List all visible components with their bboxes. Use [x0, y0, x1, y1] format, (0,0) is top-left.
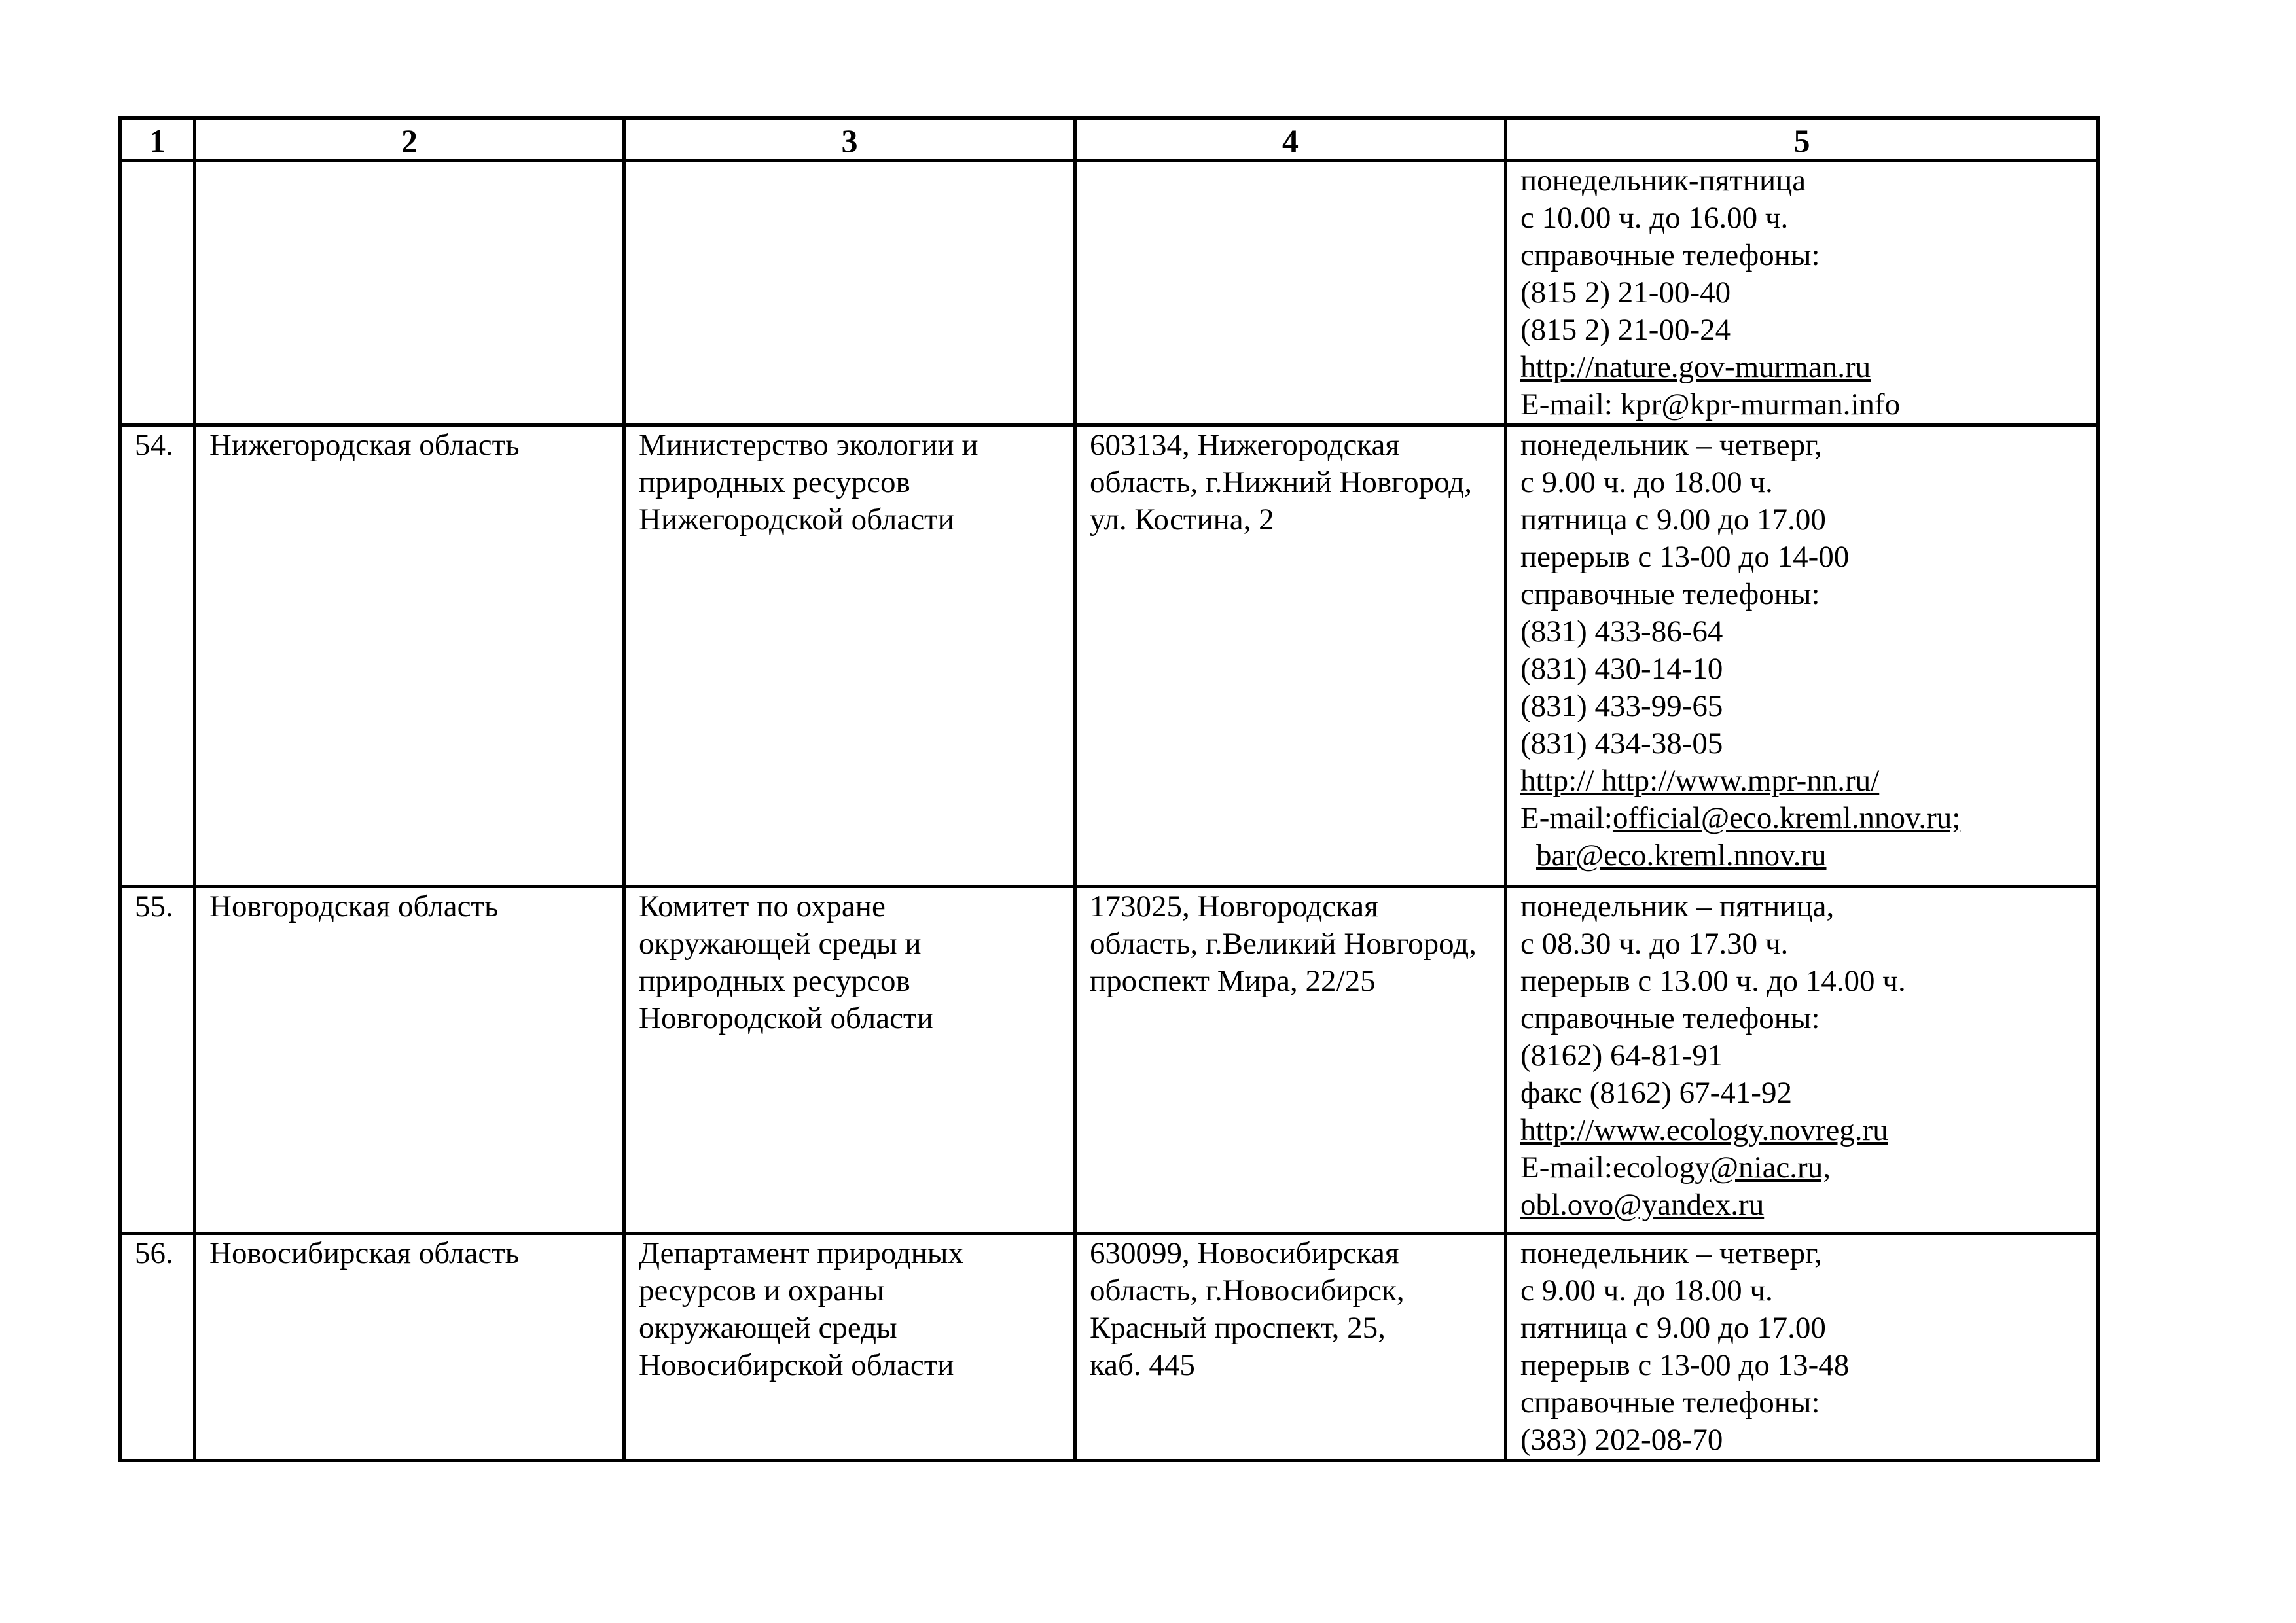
work-hours-friday: пятница с 9.00 до 17.00 [1520, 1311, 1826, 1345]
cell-contacts [1506, 1234, 2098, 1461]
address-main: 630099, Новосибирская область, г.Новосибирск, Красный проспект, 25, [1090, 1236, 1405, 1345]
fax-number: факс (8162) 67-41-92 [1520, 1076, 1792, 1110]
cell-address: 603134, Нижегородская область, г.Нижний Новгород, ул. Костина, 2 [1075, 425, 1506, 887]
header-row [120, 118, 2098, 161]
header-col-3: 3 [624, 118, 1075, 161]
email-line [1520, 1149, 2083, 1186]
phones-label: справочные телефоны: [1520, 1001, 1820, 1035]
cell-num: 56. [120, 1234, 195, 1461]
table-row-55 [120, 887, 2098, 1234]
cell-address [1075, 161, 1506, 425]
cell-num: 54. [120, 425, 195, 887]
registry-table [118, 116, 2100, 1462]
website-link[interactable]: http://nature.gov-murman.ru [1520, 350, 1871, 384]
header-col-1: 1 [120, 118, 195, 161]
work-hours-time: с 10.00 ч. до 16.00 ч. [1520, 201, 1789, 235]
work-hours-time: с 9.00 ч. до 18.00 ч. [1520, 465, 1773, 499]
email-prefix: E-mail:ecology [1520, 1150, 1710, 1185]
email-link[interactable]: bar@eco.kreml.nnov.ru [1536, 838, 1827, 872]
cell-region [195, 161, 624, 425]
email-link[interactable]: official@eco.kreml.nnov.ru; [1612, 801, 1961, 835]
email-line [1520, 837, 2083, 874]
work-hours-days: понедельник-пятница [1520, 164, 1806, 198]
cell-region: Нижегородская область [195, 425, 624, 887]
cell-contacts [1506, 161, 2098, 425]
cell-region: Новосибирская область [195, 1234, 624, 1461]
cell-region: Новгородская область [195, 887, 624, 1234]
break-time: перерыв с 13-00 до 14-00 [1520, 540, 1850, 574]
phone-number: (815 2) 21-00-40 [1520, 276, 1731, 310]
header-col-4: 4 [1075, 118, 1506, 161]
cell-org [624, 161, 1075, 425]
table-row-56 [120, 1234, 2098, 1461]
phone-number: (831) 434-38-05 [1520, 726, 1723, 760]
work-hours-days: понедельник – пятница, [1520, 889, 1835, 923]
cell-address: 173025, Новгородская область, г.Великий Новгород, проспект Мира, 22/25 [1075, 887, 1506, 1234]
website-link[interactable]: http://www.ecology.novreg.ru [1520, 1113, 1888, 1147]
cell-org: Департамент природных ресурсов и охраны окружающей среды Новосибирской области [624, 1234, 1075, 1461]
cell-contacts [1506, 425, 2098, 887]
website-link[interactable]: http:// http://www.mpr-nn.ru/ [1520, 764, 1880, 798]
phones-label: справочные телефоны: [1520, 238, 1820, 272]
cell-contacts [1506, 887, 2098, 1234]
cell-org: Министерство экологии и природных ресурсов Нижегородской области [624, 425, 1075, 887]
work-hours-days: понедельник – четверг, [1520, 1236, 1822, 1270]
phone-number: (831) 430-14-10 [1520, 652, 1723, 686]
work-hours-days: понедельник – четверг, [1520, 428, 1822, 462]
phone-number: (815 2) 21-00-24 [1520, 313, 1731, 347]
email-prefix: E-mail: [1520, 801, 1613, 835]
table-row-54 [120, 425, 2098, 887]
table-row-continuation [120, 161, 2098, 425]
break-time: перерыв с 13-00 до 13-48 [1520, 1348, 1850, 1382]
cell-num: 55. [120, 887, 195, 1234]
email-text: E-mail: kpr@kpr-murman.info [1520, 387, 1901, 421]
work-hours-time: с 08.30 ч. до 17.30 ч. [1520, 927, 1789, 961]
email-line [1520, 800, 2083, 837]
header-col-5: 5 [1506, 118, 2098, 161]
work-hours-time: с 9.00 ч. до 18.00 ч. [1520, 1274, 1773, 1308]
email-link[interactable]: obl.ovo@yandex.ru [1520, 1188, 1765, 1222]
phone-number: (8162) 64-81-91 [1520, 1039, 1723, 1073]
phone-number: (831) 433-99-65 [1520, 689, 1723, 723]
email-link[interactable]: @niac.ru, [1710, 1150, 1831, 1185]
address-room: каб. 445 [1090, 1348, 1195, 1382]
phones-label: справочные телефоны: [1520, 1385, 1820, 1419]
cell-address [1075, 1234, 1506, 1461]
work-hours-friday: пятница с 9.00 до 17.00 [1520, 503, 1826, 537]
break-time: перерыв с 13.00 ч. до 14.00 ч. [1520, 964, 1906, 998]
phones-label: справочные телефоны: [1520, 577, 1820, 611]
header-col-2: 2 [195, 118, 624, 161]
cell-org: Комитет по охране окружающей среды и природных ресурсов Новгородской области [624, 887, 1075, 1234]
phone-number: (831) 433-86-64 [1520, 615, 1723, 649]
phone-number: (383) 202-08-70 [1520, 1423, 1723, 1457]
cell-num [120, 161, 195, 425]
